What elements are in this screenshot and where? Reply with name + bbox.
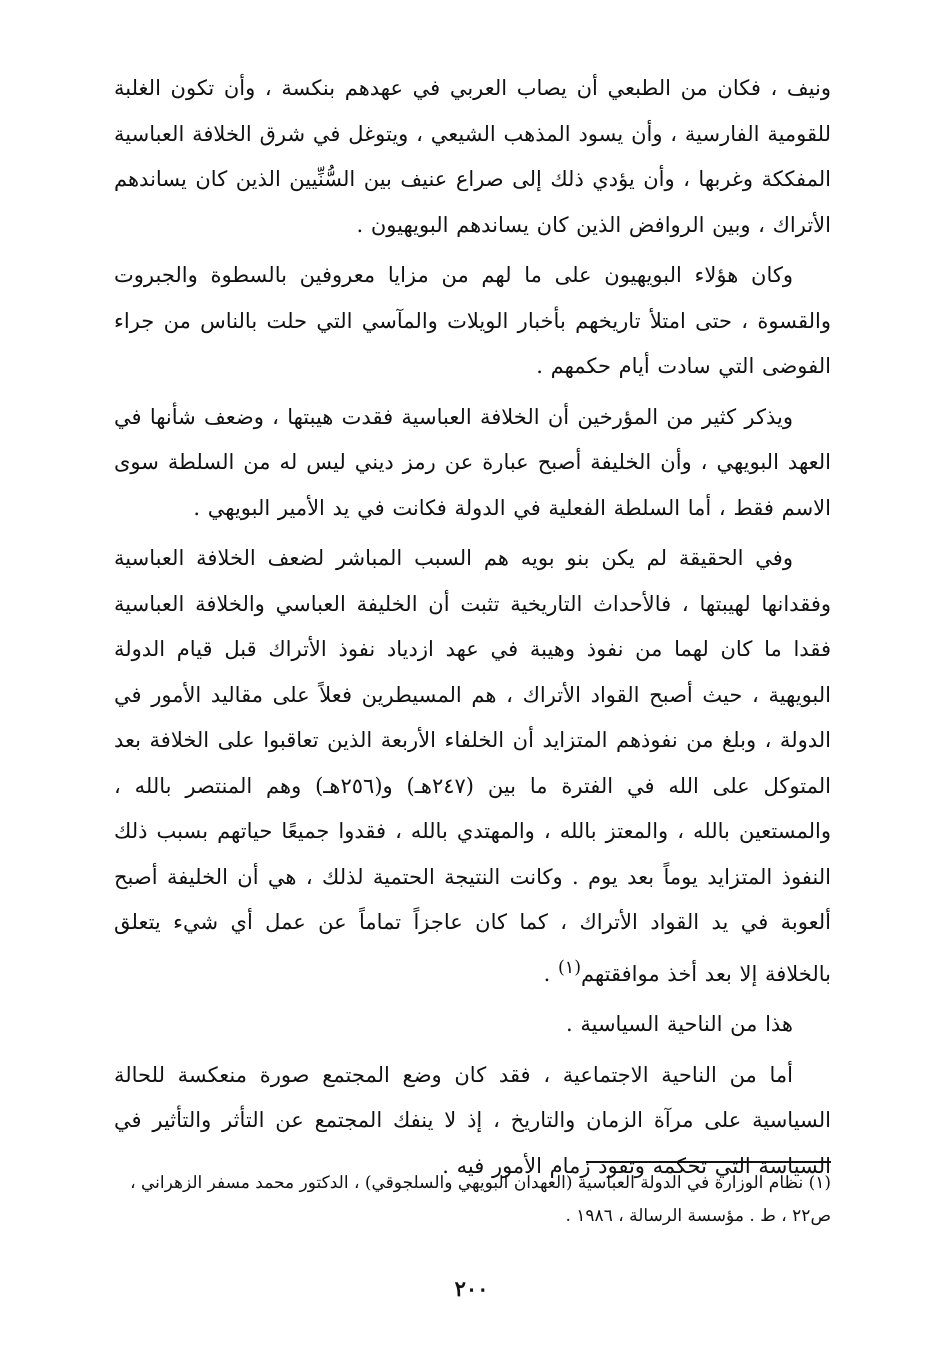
footnote-divider [586, 1161, 831, 1163]
footnote-reference[interactable]: (١) [557, 957, 582, 978]
paragraph-4-text: وفي الحقيقة لم يكن بنو بويه هم السبب المباشر لضعف الخلافة العباسية وفقدانها لهيبتها ، فالأحداث التاريخية تثبت أن الخليفة العباسي والخلافة العباسية فقدا ما كان لهما من نفوذ وهيبة في عهد ازدياد نفوذ الأتراك قبل قيام الدولة البويهية ، حيث أصبح القواد الأتراك ، هم المسيطرين فعلاً على مقاليد الأمور في الدولة ، وبلغ من نفوذهم المتزايد أن الخلفاء الأربعة الذين تعاقبوا على الخلافة بعد المتوكل على الله في الفترة ما بين (٢٤٧هـ) و(٢٥٦هـ) وهم المنتصر بالله ، والمستعين بالله ، والمعتز بالله ، والمهتدي بالله ، فقدوا جميعًا حياتهم بسبب ذلك النفوذ المتزايد يوماً بعد يوم . وكانت النتيجة الحتمية لذلك ، هي أن الخليفة أصبح ألعوبة في يد القواد الأتراك ، كما كان عاجزاً تماماً عن عمل أي شيء يتعلق بالخلافة إلا بعد أخذ موافقتهم [114, 546, 831, 986]
footnotes [114, 1167, 831, 1233]
page-number: ٢٠٠ [454, 1276, 489, 1301]
paragraph-4 [114, 536, 831, 997]
paragraph-1: ونيف ، فكان من الطبعي أن يصاب العربي في عهدهم بنكسة ، وأن تكون الغلبة للقومية الفارسية ، وأن يسود المذهب الشيعي ، ويتوغل في شرق الخلافة العباسية المفككة وغربها ، وأن يؤدي ذلك إلى صراع عنيف بين السُّنِّيين الذين كان يساندهم الأتراك ، وبين الروافض الذين كان يساندهم البويهيون . [114, 76, 831, 237]
paragraph-3: ويذكر كثير من المؤرخين أن الخلافة العباسية فقدت هيبتها ، وضعف شأنها في العهد البويهي ، وأن الخليفة أصبح عبارة عن رمز ديني ليس له من السلطة سوى الاسم فقط ، أما السلطة الفعلية في الدولة فكانت في يد الأمير البويهي . [114, 404, 831, 520]
paragraph-6: أما من الناحية الاجتماعية ، فقد كان وضع المجتمع صورة منعكسة للحالة السياسية على مرآة الزمان والتاريخ ، إذ لا ينفك المجتمع عن التأثر والتأثير في السياسة التي تحكمه وتقود زمام الأمور فيه . [114, 1062, 831, 1178]
paragraph-5: هذا من الناحية السياسية . [566, 1012, 793, 1036]
paragraph-2: وكان هؤلاء البويهيون على ما لهم من مزايا معروفين بالسطوة والجبروت والقسوة ، حتى امتلأ تاريخهم بأخبار الويلات والمآسي التي حلت بالناس من جراء الفوضى التي سادت أيام حكمهم . [114, 263, 831, 378]
main-text [114, 66, 831, 1189]
paragraph-4-end: . [543, 961, 558, 986]
footnote-1: (١) نظام الوزارة في الدولة العباسية (العهدان البويهي والسلجوقي) ، الدكتور محمد مسفر الزهراني ، ص٢٢ ، ط . مؤسسة الرسالة ، ١٩٨٦ . [130, 1173, 831, 1226]
